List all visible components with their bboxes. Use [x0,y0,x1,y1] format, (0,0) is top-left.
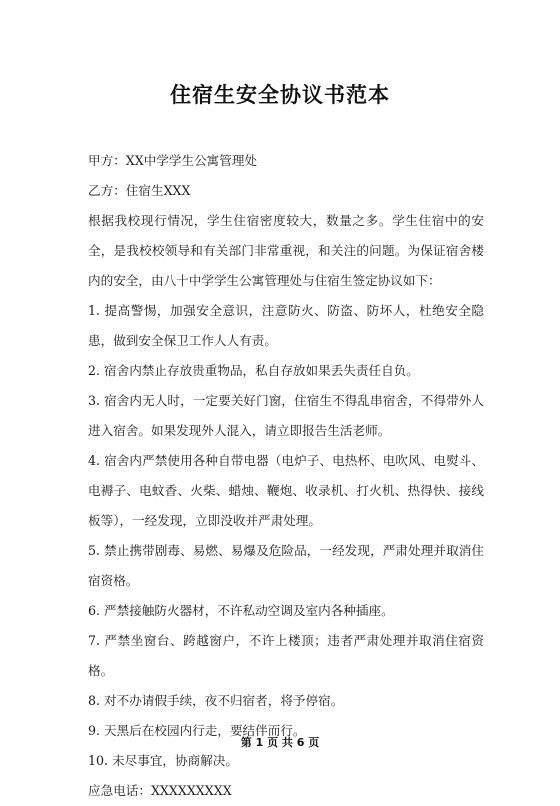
document-body [88,146,484,806]
clause-3: 3. 宿舍内无人时，一定要关好门窗，住宿生不得乱串宿舍，不得带外人进入宿舍。如果发现外人混入，请立即报告生活老师。 [88,393,484,438]
clause-8: 8. 对不办请假手续，夜不归宿者，将予停宿。 [88,693,344,708]
emergency-phone-line: 应急电话：XXXXXXXXX [88,783,232,798]
clause-6: 6. 严禁接触防火器材，不许私动空调及室内各种插座。 [88,603,394,618]
document-title: 住宿生安全协议书范本 [170,83,390,107]
party-b-line: 乙方：住宿生XXX [88,183,191,198]
clause-9: 9. 天黑后在校园内行走，要结伴而行。 [88,723,306,738]
clause-7: 7. 严禁坐窗台、跨越窗户，不许上楼顶；违者严肃处理并取消住宿资格。 [88,633,484,678]
clause-10: 10. 未尽事宜，协商解决。 [88,753,238,768]
intro-paragraph: 根据我校现行情况，学生住宿密度较大，数量之多。学生住宿中的安全，是我校校领导和有关部门非常重视，和关注的问题。为保证宿舍楼内的安全，由八十中学学生公寓管理处与住宿生签定协议如下： [88,213,484,288]
page-indicator: 第 1 页 共 6 页 [240,736,320,749]
clause-2: 2. 宿舍内禁止存放贵重物品，私自存放如果丢失责任自负。 [88,363,419,378]
clause-5: 5. 禁止携带剧毒、易燃、易爆及危险品，一经发现，严肃处理并取消住宿资格。 [88,543,484,588]
clause-4: 4. 宿舍内严禁使用各种自带电器（电炉子、电热杯、电吹风、电熨斗、电褥子、电蚊香、火柴、蜡烛、鞭炮、收录机、打火机、热得快、接线板等），一经发现，立即没收并严肃处理。 [88,453,484,528]
party-a-line: 甲方：XX中学学生公寓管理处 [88,153,258,168]
clause-1: 1. 提高警惕，加强安全意识，注意防火、防盗、防坏人，杜绝安全隐患，做到安全保卫工作人人有责。 [88,303,484,348]
